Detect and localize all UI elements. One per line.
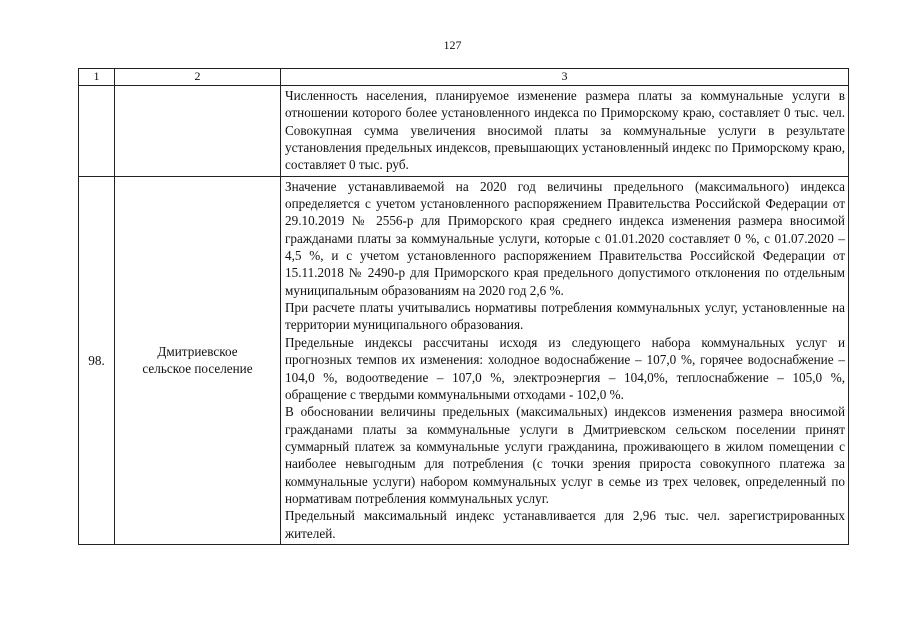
- continued-row-name-cell: [115, 86, 281, 177]
- paragraph: Предельный максимальный индекс устанавливается для 2,96 тыс. чел. зарегистрированных жителей.: [285, 508, 845, 541]
- row-98-text-cell: [281, 176, 849, 544]
- paragraph: Предельные индексы рассчитаны исходя из следующего набора коммунальных услуг и прогнозных темпов их изменения: холодное водоснабжение – 107,0 %, горячее водоснабжение – 104,0 %, водоотведение – 107,0 %, электроэнергия – 104,0%, теплоснабжение – 105,0 %, обращение с твердыми коммунальными отходами - 102,0 %.: [285, 334, 845, 402]
- continued-row-number-cell: [79, 86, 115, 177]
- page-number: 127: [443, 38, 462, 52]
- document-table: [78, 68, 849, 545]
- municipality-name-line1: Дмитриевское: [157, 344, 238, 360]
- table-row-98: [79, 176, 849, 544]
- header-col-1: 1: [79, 69, 115, 86]
- header-col-2: 2: [115, 69, 281, 86]
- paragraph: Численность населения, планируемое изменение размера платы за коммунальные услуги в отношении которого более установленного индекса по Приморскому краю, составляет 0 тыс. чел. Совокупная сумма увеличения вносимой платы за коммунальные услуги в результате установления предельных индексов, превышающих установленный индекс по Приморскому краю, составляет 0 тыс. руб.: [285, 88, 845, 173]
- paragraph: Значение устанавливаемой на 2020 год величины предельного (максимального) индекса определяется с учетом установленного распоряжением Правительства Российской Федерации от 29.10.2019 № 2556-р для Приморского края среднего индекса изменения размера вносимой гражданами платы за коммунальные услуги, которые с 01.01.2020 составляет 0 %, с 01.07.2020 – 4,5 %, и с учетом установленного распоряжением Правительства Российской Федерации от 15.11.2018 № 2490-р для Приморского края предельного допустимого отклонения по отдельным муниципальным образованиям на 2020 год 2,6 %.: [285, 178, 845, 298]
- table-row-continued: [79, 86, 849, 177]
- municipality-name: [115, 176, 281, 544]
- paragraph: При расчете платы учитывались нормативы потребления коммунальных услуг, установленные на территории муниципального образования.: [285, 300, 845, 333]
- continued-row-text-cell: [281, 86, 849, 177]
- header-col-3: 3: [281, 69, 849, 86]
- row-number: 98.: [79, 176, 115, 544]
- table-header-row: [79, 69, 849, 86]
- municipality-name-line2: сельское поселение: [142, 361, 253, 377]
- paragraph: В обосновании величины предельных (максимальных) индексов изменения размера вносимой гражданами платы за коммунальные услуги в Дмитриевском сельском поселении принят суммарный платеж за коммунальные услуги гражданина, проживающего в жилом помещении с наиболее невыгодным для потребления (с точки зрения прироста совокупного платежа за коммунальные услуги) набором коммунальных услуг в семье из трех человек, определенный по нормативам потребления коммунальных услуг.: [285, 404, 845, 506]
